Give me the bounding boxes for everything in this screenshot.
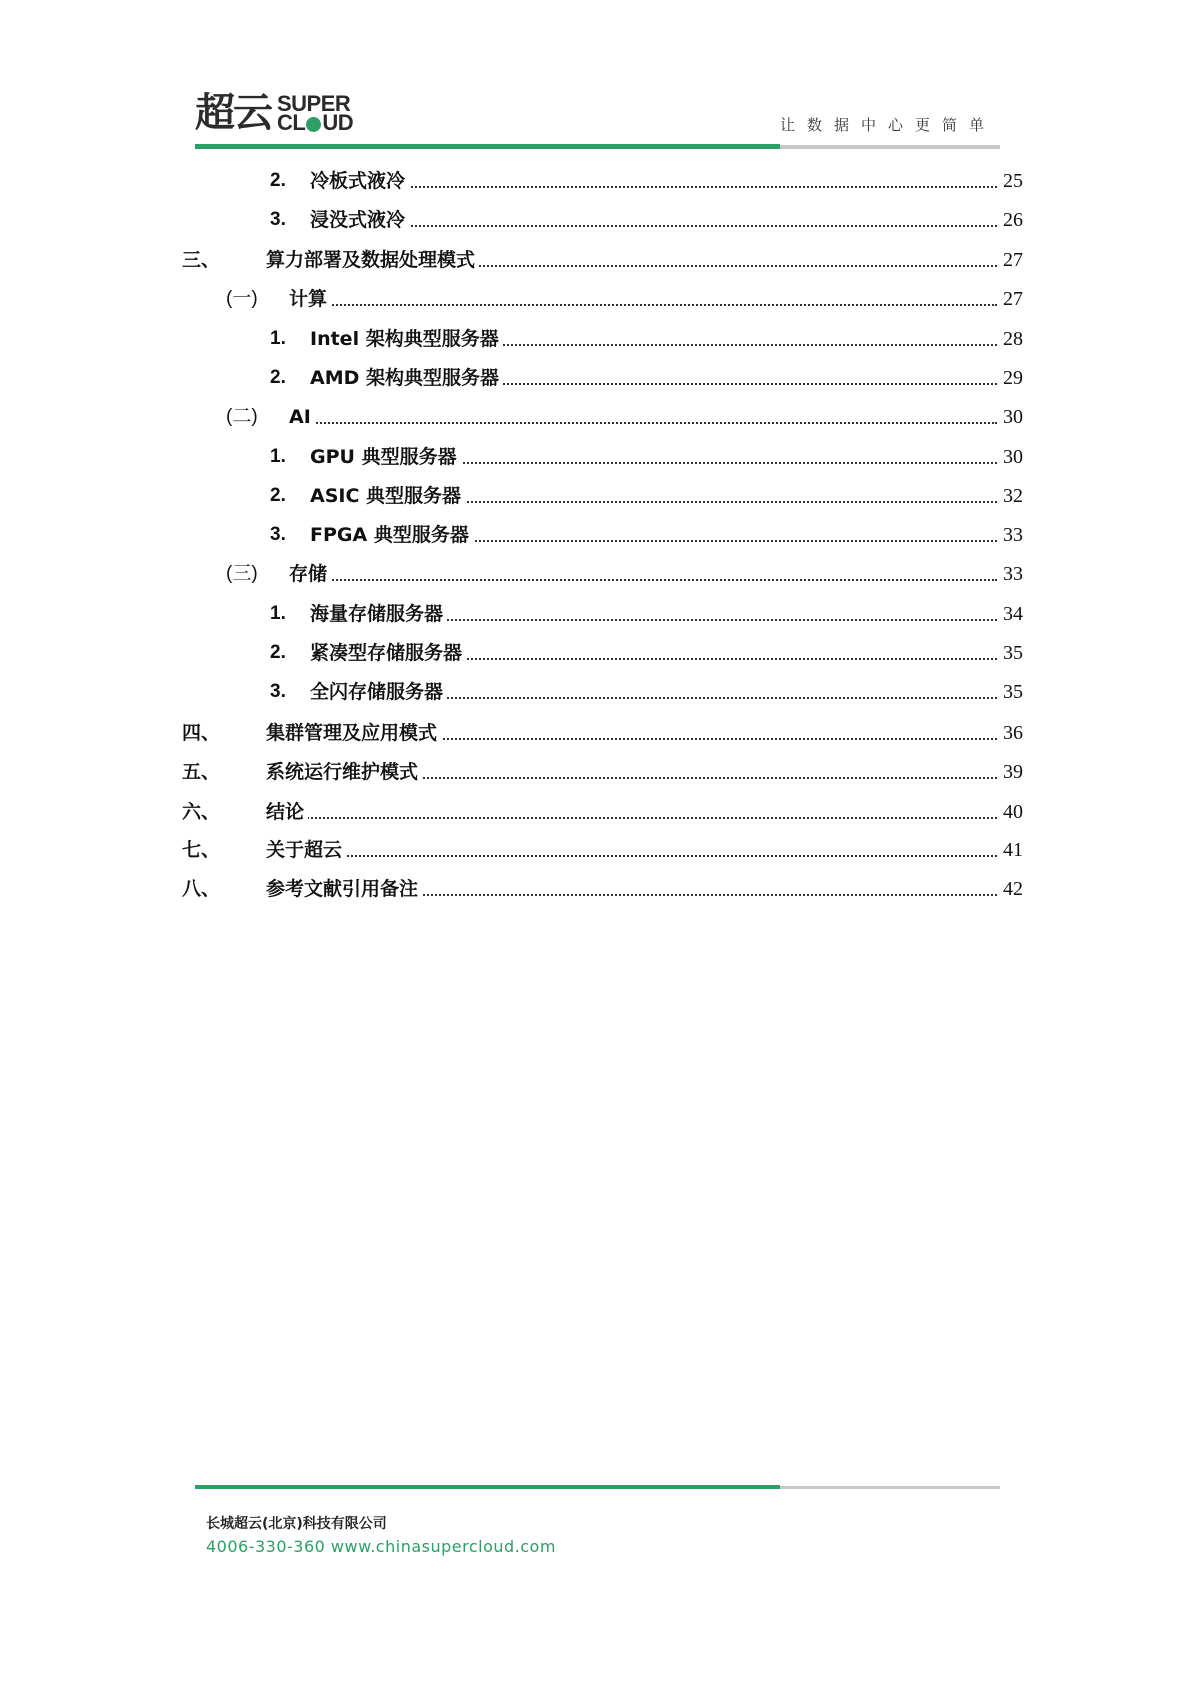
toc-page-number: 30 — [1003, 446, 1023, 468]
toc-entry-title: 紧凑型存储服务器 — [310, 640, 466, 666]
toc-entry[interactable] — [0, 440, 1023, 470]
toc-entry-number: 1. — [270, 446, 286, 467]
toc-entry-number: (一) — [226, 288, 258, 309]
slogan: 让数据中心更简单 — [780, 116, 997, 134]
company-logo — [195, 90, 353, 135]
toc-entry-title: 存储 — [289, 561, 331, 587]
toc-page-number: 39 — [1003, 761, 1023, 783]
toc-entry-number: 七、 — [182, 839, 221, 861]
toc-page-number: 40 — [1003, 801, 1023, 823]
logo-en-line2-a: CL — [277, 109, 306, 135]
toc-entry-title: 关于超云 — [266, 837, 346, 863]
toc-entry[interactable] — [0, 636, 1023, 666]
toc-entry[interactable] — [0, 518, 1023, 548]
toc-page-number: 26 — [1003, 209, 1023, 231]
toc-entry[interactable] — [0, 400, 1023, 430]
toc-entry-number: 八、 — [182, 878, 221, 900]
toc-entry-number: 五、 — [182, 761, 221, 783]
logo-cn-text: 超云 — [195, 88, 271, 136]
toc-entry-number: 四、 — [182, 722, 221, 744]
toc-page-number: 35 — [1003, 642, 1023, 664]
toc-entry-number: 三、 — [182, 249, 221, 271]
toc-entry-title: GPU 典型服务器 — [310, 444, 461, 470]
toc-entry[interactable] — [0, 872, 1023, 902]
logo-en-line1: SUPER — [277, 90, 351, 116]
toc-entry-number: 2. — [270, 485, 286, 506]
toc-entry-title: FPGA 典型服务器 — [310, 522, 473, 548]
toc-page-number: 29 — [1003, 367, 1023, 389]
toc-entry[interactable] — [0, 164, 1023, 194]
toc-leader-dots — [310, 184, 997, 188]
logo-en-line2-b: UD — [322, 109, 354, 135]
logo-en-line2 — [277, 109, 354, 135]
toc-entry[interactable] — [0, 203, 1023, 233]
toc-entry-number: 3. — [270, 524, 286, 545]
toc-entry-number: 2. — [270, 170, 286, 191]
toc-entry-number: 1. — [270, 328, 286, 349]
logo-en-text — [277, 90, 354, 135]
toc-page-number: 42 — [1003, 878, 1023, 900]
toc-page-number: 41 — [1003, 839, 1023, 861]
toc-page-number: 33 — [1003, 563, 1023, 585]
toc-entry[interactable] — [0, 322, 1023, 352]
toc-entry[interactable] — [0, 557, 1023, 587]
toc-page-number: 33 — [1003, 524, 1023, 546]
toc-page-number: 27 — [1003, 288, 1023, 310]
toc-page-number: 28 — [1003, 328, 1023, 350]
toc-entry-title: 全闪存储服务器 — [310, 679, 447, 705]
toc-entry-title: 系统运行维护模式 — [266, 759, 422, 785]
toc-entry[interactable] — [0, 716, 1023, 746]
footer-company: 长城超云(北京)科技有限公司 — [206, 1516, 387, 1532]
toc-entry-title: AI — [289, 404, 315, 430]
toc-entry-number: (三) — [226, 563, 258, 584]
toc-entry-title: 浸没式液冷 — [310, 207, 409, 233]
toc-entry[interactable] — [0, 361, 1023, 391]
toc-entry[interactable] — [0, 833, 1023, 863]
toc-entry[interactable] — [0, 479, 1023, 509]
toc-entry-title: AMD 架构典型服务器 — [310, 365, 503, 391]
toc-entry[interactable] — [0, 755, 1023, 785]
toc-entry-title: 冷板式液冷 — [310, 168, 409, 194]
toc-entry-number: 六、 — [182, 801, 221, 823]
toc-page-number: 27 — [1003, 249, 1023, 271]
toc-entry-title: 集群管理及应用模式 — [266, 720, 441, 746]
toc-entry-title: 海量存储服务器 — [310, 601, 447, 627]
toc-entry-title: 计算 — [289, 286, 331, 312]
toc-leader-dots — [289, 577, 997, 581]
toc-leader-dots — [310, 223, 997, 227]
toc-leader-dots — [289, 420, 997, 424]
toc-leader-dots — [266, 815, 997, 819]
toc-leader-dots — [289, 302, 997, 306]
toc-entry-title: ASIC 典型服务器 — [310, 483, 465, 509]
header-divider-green — [195, 144, 780, 149]
page-header — [0, 0, 1188, 160]
toc-entry-title: Intel 架构典型服务器 — [310, 326, 503, 352]
toc-entry-number: (二) — [226, 406, 258, 427]
toc-entry-number: 3. — [270, 209, 286, 230]
toc-page-number: 30 — [1003, 406, 1023, 428]
toc-entry-number: 2. — [270, 367, 286, 388]
toc-leader-dots — [266, 853, 997, 857]
toc-entry[interactable] — [0, 282, 1023, 312]
toc-entry-title: 参考文献引用备注 — [266, 876, 422, 902]
toc-entry-title: 算力部署及数据处理模式 — [266, 247, 479, 273]
toc-entry-number: 2. — [270, 642, 286, 663]
toc-entry[interactable] — [0, 795, 1023, 825]
toc-page-number: 34 — [1003, 603, 1023, 625]
toc-entry[interactable] — [0, 243, 1023, 273]
toc-page-number: 35 — [1003, 681, 1023, 703]
toc-entry-number: 3. — [270, 681, 286, 702]
footer-divider-gray — [780, 1486, 1000, 1489]
cloud-dot-icon — [306, 117, 321, 132]
toc-page-number: 32 — [1003, 485, 1023, 507]
toc-entry-title: 结论 — [266, 799, 308, 825]
header-divider-gray — [780, 145, 1000, 149]
toc-entry-number: 1. — [270, 603, 286, 624]
toc-entry[interactable] — [0, 675, 1023, 705]
footer-contact: 4006-330-360 www.chinasupercloud.com — [206, 1537, 556, 1556]
footer-divider-green — [195, 1485, 780, 1489]
toc-page-number: 25 — [1003, 170, 1023, 192]
toc-page-number: 36 — [1003, 722, 1023, 744]
toc-entry[interactable] — [0, 597, 1023, 627]
